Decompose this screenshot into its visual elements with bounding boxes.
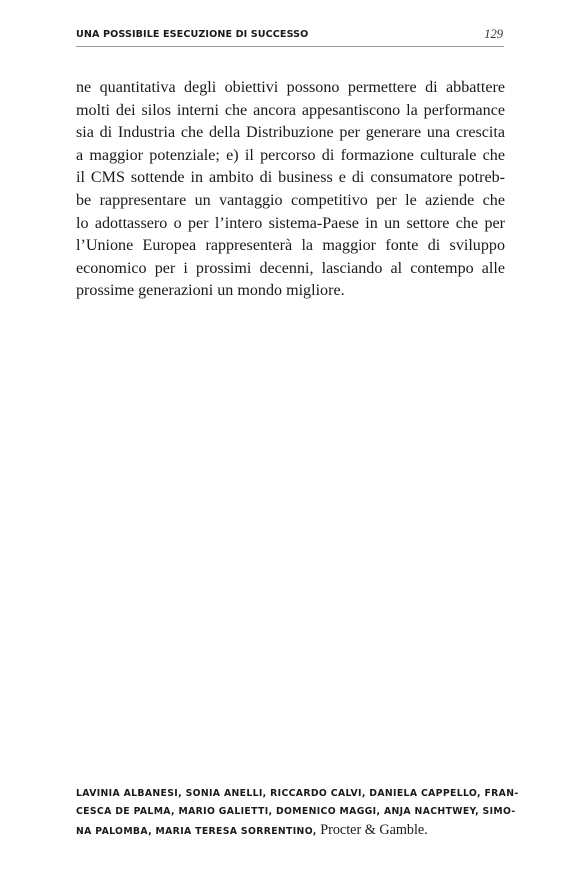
author-footnote: [76, 785, 519, 839]
body-line: l’Unione Europea rappresenterà la maggior fonte di sviluppo: [76, 237, 505, 255]
body-line: molti dei silos interni che ancora appesantiscono la performance: [76, 101, 505, 119]
body-line: be rappresentare un vantaggio competitivo per le aziende che: [76, 191, 505, 209]
body-line: a maggior potenziale; e) il percorso di formazione culturale che: [76, 146, 505, 164]
body-paragraph: [76, 77, 505, 303]
body-line: lo adottassero o per l’intero sistema-Paese in un settore che per: [76, 214, 505, 232]
author-names: NA PALOMBA, MARIA TERESA SORRENTINO: [76, 826, 313, 837]
body-line: ne quantitativa degli obiettivi possono permettere di abbattere: [76, 79, 505, 96]
body-line: sia di Industria che della Distribuzione per generare una crescita: [76, 124, 505, 142]
author-line: LAVINIA ALBANESI, SONIA ANELLI, RICCARDO CALVI, DANIELA CAPPELLO, FRAN-: [76, 788, 519, 799]
body-line: prossime generazioni un mondo migliore.: [76, 282, 345, 300]
author-separator: ,: [312, 826, 321, 837]
page-number: 129: [484, 27, 503, 41]
running-header: [76, 28, 504, 47]
author-line-final: [76, 821, 505, 839]
company-name: Procter & Gamble.: [320, 822, 428, 838]
running-title: UNA POSSIBILE ESECUZIONE DI SUCCESSO: [76, 29, 309, 40]
body-line: il CMS sottende in ambito di business e di consumatore potreb-: [76, 169, 505, 187]
body-line: economico per i prossimi decenni, lasciando al contempo alle: [76, 259, 505, 277]
author-line: CESCA DE PALMA, MARIO GALIETTI, DOMENICO MAGGI, ANJA NACHTWEY, SIMO-: [76, 806, 516, 817]
